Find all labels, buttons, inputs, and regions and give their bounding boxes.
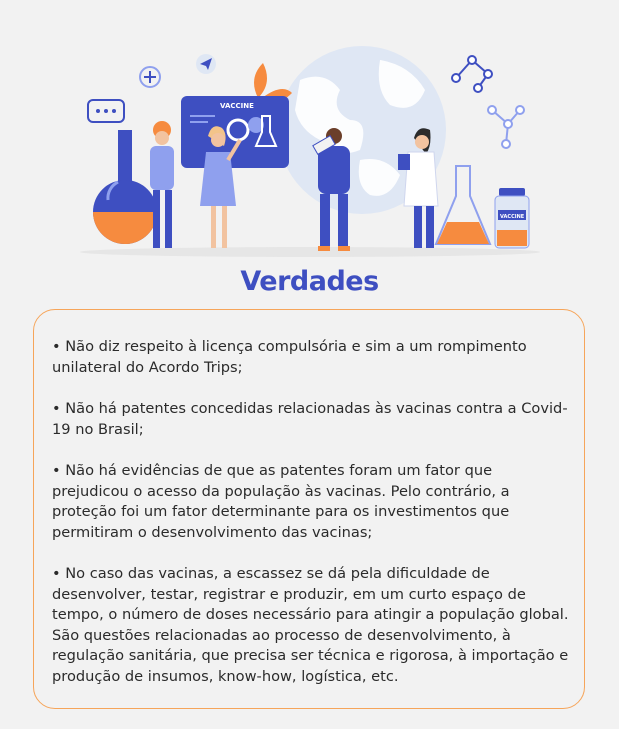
bullet-item: • Não diz respeito à licença compulsória e sim a um rompimento unilateral do Acordo Trips;	[52, 338, 527, 376]
flask-icon	[436, 166, 490, 244]
bullet-item: • Não há patentes concedidas relacionadas às vacinas contra a Covid-19 no Brasil;	[52, 400, 568, 438]
send-icon	[196, 54, 216, 74]
bullet-item: • Não há evidências de que as patentes foram um fator que prejudicou o acesso da população às vacinas. Pelo contrário, a proteção foi um fator determinante para os investimentos que permitiram o desenvolvimento das vacinas;	[52, 462, 510, 541]
scientist-figure	[150, 121, 174, 248]
vaccine-bottle-icon	[495, 188, 529, 248]
bullet-list	[52, 337, 572, 708]
vaccine-board	[181, 96, 289, 168]
flask-icon	[93, 130, 157, 244]
board-label: VACCINE	[220, 102, 254, 110]
molecule-icon	[488, 106, 524, 148]
bottle-label: VACCINE	[500, 214, 525, 220]
molecule-icon	[452, 56, 492, 92]
bullet-item: • No caso das vacinas, a escassez se dá pela dificuldade de desenvolver, testar, registrar e produzir, em um curto espaço de tempo, o número de doses necessário para atingir a população global. São questões relacionadas ao processo de desenvolvimento, à regulação sanitária, que precisa ser técnica e rigorosa, à importação e produção de insumos, know-how, logística, etc.	[52, 565, 569, 685]
page-title: Verdades	[240, 266, 379, 297]
vaccine-research-illustration	[0, 0, 619, 262]
chat-bubble-icon	[88, 100, 124, 122]
plus-icon	[140, 67, 160, 87]
